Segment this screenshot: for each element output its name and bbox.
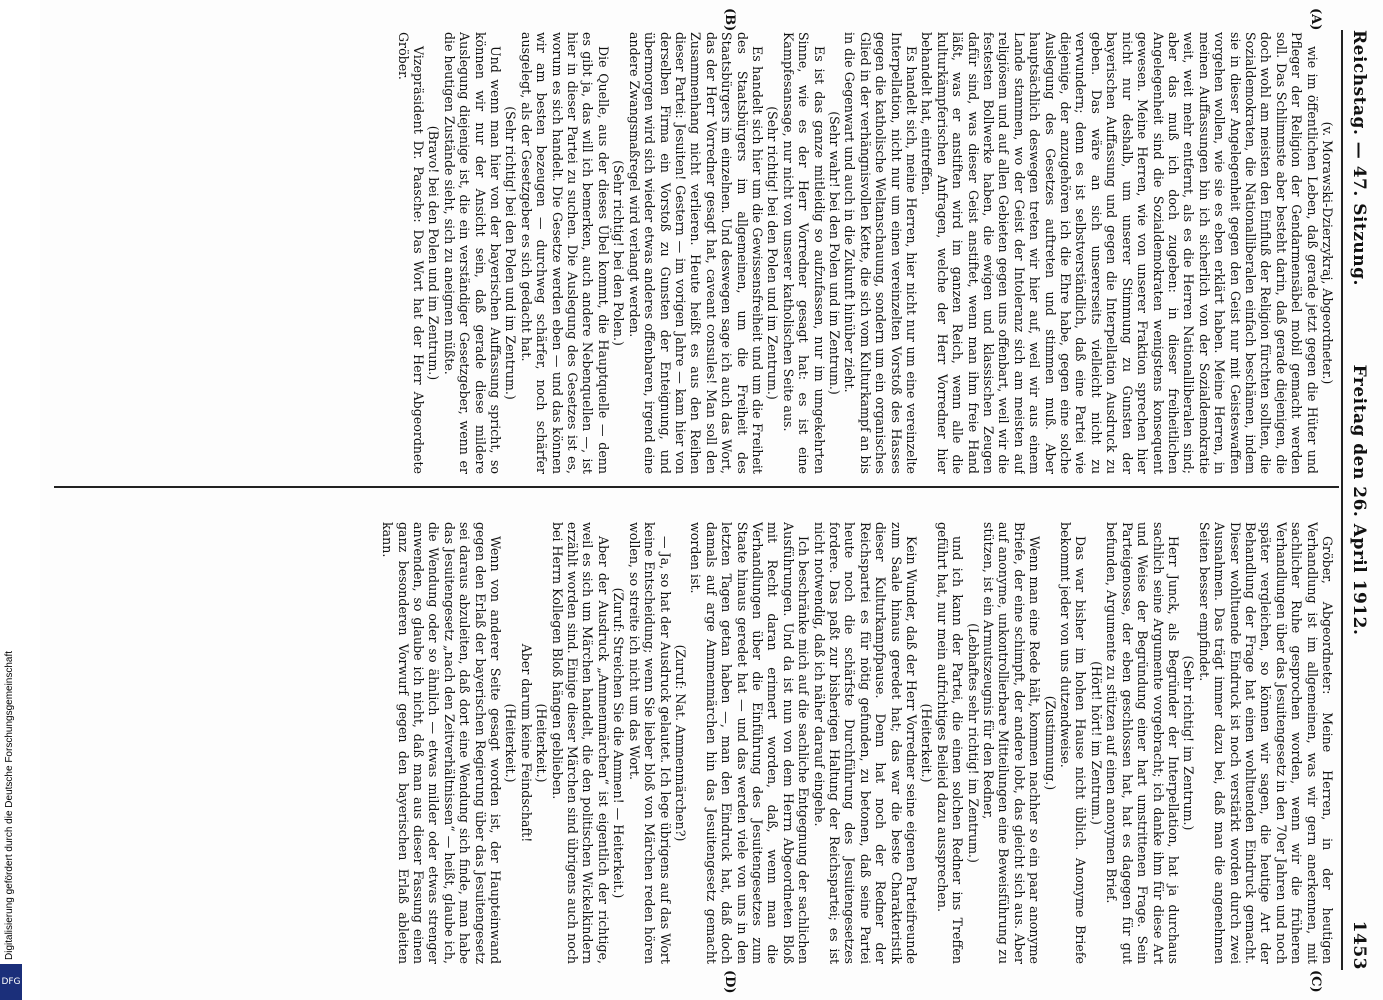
paragraph: Das war bisher im hohen Hause nicht üblich. Anonyme Briefe bekommt jeder von uns dutzendweise. <box>1058 522 1089 964</box>
paragraph: Aber der Ausdruck „Ammenmärchen“ ist eigentlich der richtige, weil es sich um Märchen handelt, die den politischen Wickelkindern erzählt worden sind. Einige dieser Märchen sind übrigens auch noch bei Herrn Kollegen Bloß hängen geblieben. <box>549 522 611 964</box>
paragraph: und ich kann der Partei, die einen solchen Redner ins Treffen geführt hat, nur mein aufrichtiges Beileid dazu aussprechen. <box>934 522 966 964</box>
column-divider <box>54 486 1339 488</box>
dfg-logo: DFG <box>0 964 22 1000</box>
interjection: (Sehr richtig! bei den Polen und im Zentrum.) <box>503 106 519 400</box>
header-left: Reichstag. — 47. Sitzung. <box>1349 30 1369 286</box>
interjection: (Heiterkeit.) <box>534 703 550 783</box>
page-number: 1453 <box>1349 920 1369 970</box>
paragraph: Die Quelle, aus der dieses Übel kommt, die Hauptquelle — denn es gibt ja, das will ich bemerken, auch andere Nebenquellen —, ist hier in dieser Partei zu suchen. Die Auslegung des Gesetzes ist es, worum es sich handelt. Die Gesetze werden eben — und das können wir am besten bezeugen — durchweg schärfer, noch schärfer ausgelegt, als der Gesetzgeber es sich gedacht hat. <box>518 32 611 474</box>
header-center: Freitag den 26. April 1912. <box>1349 364 1369 636</box>
newspaper-page <box>40 0 1383 1000</box>
paragraph: Aber darum keine Feindschaft! <box>518 643 534 843</box>
interjection: (Heiterkeit.) <box>503 703 519 783</box>
interjection: (Lebhaftes sehr richtig! im Zentrum.) <box>965 623 981 863</box>
interjection: (Sehr wahr! bei den Polen und im Zentrum.) <box>827 111 842 395</box>
paragraph: wie im öffentlichen Leben, daß gerade jetzt gegen die Hüter und Pfleger der Religion der Gendarmensäbel mobil gemacht werden soll. Das Schlimmste aber besteht darin, daß gerade diejenigen, die doch wohl am meisten den Einfluß der Religion fürchten sollten, die Sozialdemokraten, die Nationalliberalen einfach beschämen, indem sie in dieser Angelegenheit gegen den Geist nur mit Geisteswaffen vorgehen wollen, wie sie es eben erklärt haben. Meine Herren, in meinen Auffassungen bin ich sicherlich von der Sozialdemokratie weit, weit mehr entfernt, als es die Herren Nationalliberalen sind; aber das muß ich doch zugeben: in dieser freiheitlichen Angelegenheit sind die Sozialdemokraten wenigstens konsequent gewesen. Meine Herren, wie von unserer Fraktion sprechen hier nicht nur deshalb, um unserer Stimmung zu Gunsten der bayerischen Auffassung und gegen die Interpellation Ausdruck zu geben. Das wäre an sich unsererseits vielleicht nicht zu verwundern; denn es ist selbstverständlich, daß eine Partei wie diejenige, der anzugehören ich die Ehre habe, gegen eine solche Auslegung des Gesetzes auftreten und stimmen muß. Aber hauptsächlich deswegen treten wir hier auf, weil wir aus einem Lande stammen, wo der Geist der Intoleranz sich am meisten auf religiösem und auf allen Gebieten gegen uns offenbart, weil wir die festesten Bollwerke haben, die ewigen und klassischen Zeugen dafür sind, was dieser Geist anstiftet, wenn man ihm freie Hand läßt, was er anstiften wird im ganzen Reich, wenn alle die kulturkämpferischen Anfragen, welche der Herr Vorredner hier behandelt hat, eintreffen. <box>919 32 1320 474</box>
paragraph: Ich beschränke mich auf die sachliche Entgegnung der sachlichen Ausführungen. Und da ist nun von dem Herrn Abgeordneten Bloß mit Recht daran erinnert worden, daß, wenn man die Verhandlungen über die Einführung des Jesuitengesetzes zum Staate hinaus geredet hat — und das werden viele von uns in den letzten Tagen getan haben —, man den Eindruck hat, daß doch damals auf arge Ammenmärchen hin das Jesuitengesetz gemacht worden ist. <box>688 522 812 964</box>
paragraph: Es handelt sich hier um die Gewissensfreiheit und um die Freiheit des Staatsbürgers im allgemeinen, um die Freiheit des Staatsbürgers im einzelnen. Und deswegen sage ich auch das Wort, das der Herr Vorredner gesagt hat, caveant consules! Man soll den Zusammenhang nicht verlieren. Heute heißt es aus den Reihen dieser Partei: Jesuiten! Gestern — im vorigen Jahre — kam hier von derselben Firma ein Vorstoß zu Gunsten der Enteignung, und übermorgen wird sich wieder etwas anderes offenbaren, irgend eine andere Zwangsmaßregel wird verlangt werden. <box>626 32 765 474</box>
paragraph: Es ist das ganze mitleidig so aufzufassen, nur im umgekehrten Sinne, wie es der Herr Vorredner gesagt hat: es ist eine Kampfesansage, nur nicht von unserer katholischen Seite aus. <box>780 32 827 474</box>
margin-mark-c: (C) <box>1308 970 1323 993</box>
paragraph: Kein Wunder, daß der Herr Vorredner seine eigenen Parteifreunde zum Saale hinaus geredet hat; das war die beste Charakteristik dieser Kulturkampfpause. Denn hat noch der Redner der Reichspartei es für nötig gefunden, zu betonen, daß seine Partei heute noch die schärfste Durchführung des Jesuitengesetzes fordere. Das paßt zur bisherigen Haltung der Reichspartei; es ist nicht notwendig, daß ich näher darauf eingehe. <box>811 522 920 964</box>
interjection: (Zuruf: Streichen Sie die Ammen! — Heiterkeit.) <box>611 587 627 899</box>
page-header <box>1341 30 1373 970</box>
paragraph: Gröber, Abgeordneter: Meine Herren, in der heutigen Verhandlung ist im allgemeinen, was wir gern anerkennen, mit sachlicher Ruhe gesprochen worden, wenn wir die früheren Verhandlungen über das Jesuitengesetz in den 70er Jahren und noch später vergleichen, so können wir sagen, die heutige Art der Behandlung der Frage hat einen wohltuenden Eindruck gemacht. Dieser wohltuende Eindruck ist noch verstärkt worden durch zwei Ausnahmen. Das trägt immer dazu bei, daß man die angenehmen Seiten besser empfindet. <box>1196 522 1335 964</box>
interjection: (Zustimmung.) <box>1042 695 1058 791</box>
paragraph: Wenn von anderer Seite gesagt worden ist, der Haupteinwand gegen den Erlaß der bayerischen Regierung über das Jesuitengesetz sei daraus abzuleiten, daß dort eine Wendung sich finde, man habe das Jesuitengesetz „nach den Zeitverhältnissen“ — heißt, glaube ich, die Wendung oder so ähnlich — etwas milder oder etwas strenger anwenden, so glaube ich nicht, daß man aus dieser Fassung einen ganz besonderen Vorwurf gegen den bayerischen Erlaß ableiten kann. <box>380 522 504 964</box>
digitization-credit: Digitalisierung gefördert durch die Deutsche Forschungsgemeinschaft <box>4 650 15 960</box>
left-column <box>55 32 1335 474</box>
paragraph: — Ja, so hat der Ausdruck gelautet. Ich lege übrigens auf das Wort keine Entscheidung; wenn Sie lieber bloß von Märchen reden hören wollen, so streite ich nicht um das Wort. <box>626 522 673 964</box>
paragraph: Und wenn man hier von der bayerischen Auffassung spricht, so können wir nur der Ansicht sein, daß gerade diese mildere Auslegung diejenige ist, die ein verständiger Gesetzgeber, wenn er die heutigen Zustände sieht, sich zu aneignen müßte. <box>441 32 504 474</box>
paragraph: Herr Junck, als Begründer der Interpellation, hat ja durchaus sachlich seine Argumente vorgebracht; ich danke ihm für diese Art und Weise der Begründung einer hart umstrittenen Frage. Sein Parteigenosse, der eben geschlossen hat, hat es dagegen für gut befunden, Argumente zu stützen auf einen anonymen Brief. <box>1104 522 1181 964</box>
margin-mark-a: (A) <box>1308 8 1323 31</box>
paragraph: Wenn man eine Rede hält, kommen nachher so ein paar anonyme Briefe, der eine schimpft, der andere lobt, das gleicht sich aus. Aber auf anonyme, unkontrollierbare Mitteilungen eine Beweisführung zu stützen, ist ein Armutszeugnis für den Redner, <box>981 522 1043 964</box>
interjection: (Zuruf: Nat. Ammenmärchen?) <box>672 644 688 842</box>
right-column <box>55 522 1335 964</box>
paragraph: Es handelt sich, meine Herren, hier nicht nur um eine vereinzelte Interpellation, nicht nur um einen vereinzelten Vorstoß des Hasses gegen die katholische Weltanschauung, sondern um ein organisches Glied in der verhängnisvollen Kette, die sich vom Kulturkampf an bis in die Gegenwart und auch in die Zukunft hinüber zieht. <box>842 32 920 474</box>
margin-mark-b: (B) <box>722 8 737 32</box>
interjection: (Sehr richtig! im Zentrum.) <box>1181 655 1197 831</box>
interjection: (Sehr richtig! bei den Polen und im Zentrum.) <box>765 106 781 400</box>
interjection: (Hört! hört! im Zentrum.) <box>1088 661 1104 825</box>
speaker-line: (v. Morawski-Dzierzykraj, Abgeordneter.) <box>1320 121 1335 385</box>
interjection: (Heiterkeit.) <box>919 703 935 783</box>
interjection: (Sehr richtig! bei den Polen.) <box>611 160 627 346</box>
interjection: (Bravo! bei den Polen und im Zentrum.) <box>426 125 442 381</box>
paragraph: Vizepräsident Dr. Paasche: Das Wort hat der Herr Abgeordnete Gröber. <box>395 32 427 474</box>
margin-mark-d: (D) <box>722 970 737 994</box>
